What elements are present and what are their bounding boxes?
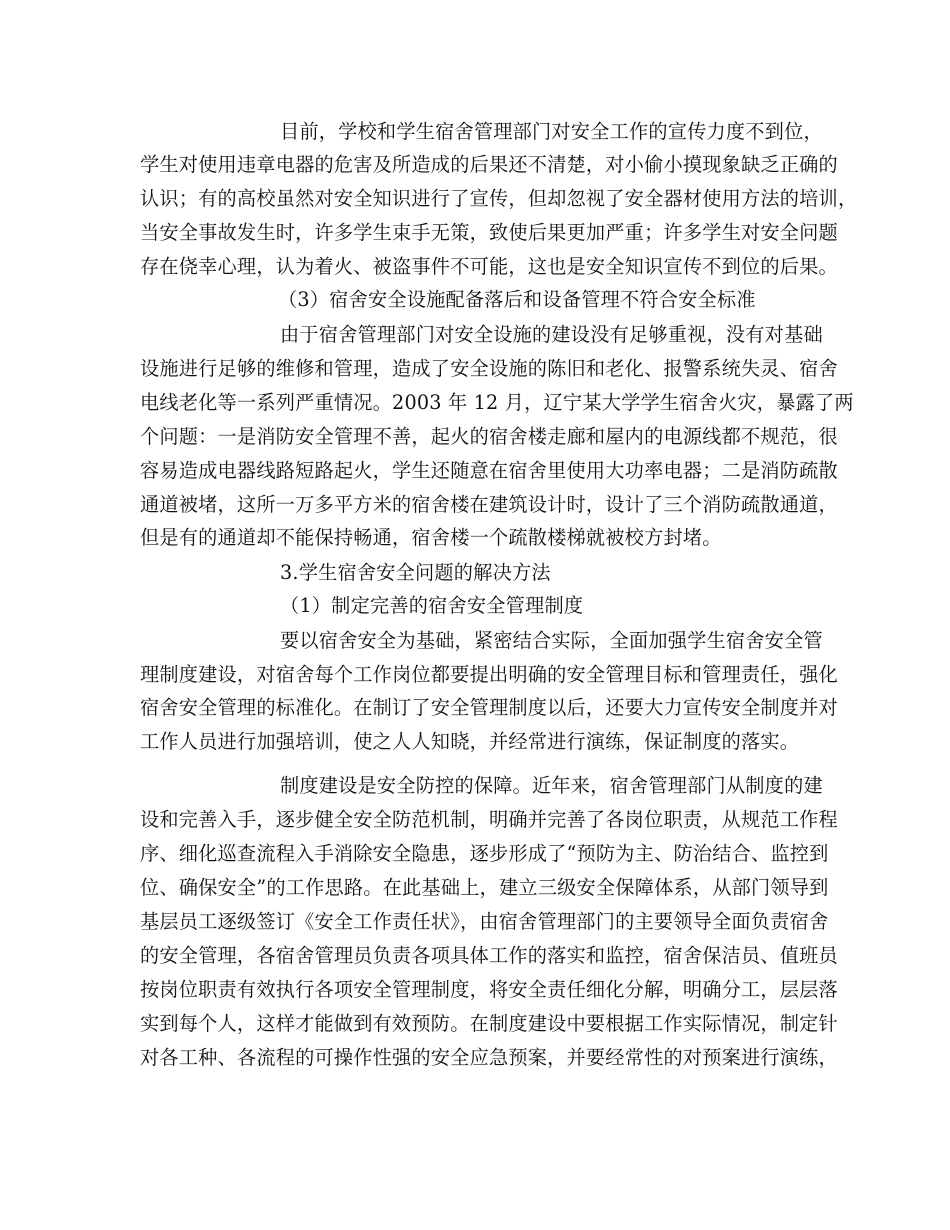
heading-text: （1）制定完善的宿舍安全管理制度 — [280, 594, 584, 617]
paragraph-line — [0, 1008, 950, 1040]
paragraph-line — [0, 421, 950, 453]
line-text: 要以宿舍安全为基础，紧密结合实际，全面加强学生宿舍安全管 — [280, 629, 823, 652]
line-text: 认识；有的高校虽然对安全知识进行了宣传，但却忽视了安全器材使用方法的培训， — [140, 187, 858, 210]
paragraph-line — [0, 1042, 950, 1074]
line-text: 当安全事故发生时，许多学生束手无策，致使后果更加严重；许多学生对安全问题 — [140, 221, 838, 244]
paragraph-line — [0, 974, 950, 1006]
paragraph-line — [0, 726, 950, 758]
paragraph-line — [0, 455, 950, 487]
paragraph-line — [0, 387, 950, 419]
paragraph-line — [0, 217, 950, 249]
line-text: 设和完善入手，逐步健全安全防范机制，明确并完善了各岗位职责，从规范工作程 — [140, 808, 838, 831]
line-text: 电线老化等一系列严重情况。2003 年 12 月，辽宁某大学学生宿舍火灾，暴露了两 — [140, 391, 854, 414]
paragraph-line — [0, 906, 950, 938]
paragraph-line — [0, 625, 950, 657]
line-text: 学生对使用违章电器的危害及所造成的后果还不清楚，对小偷小摸现象缺乏正确的 — [140, 153, 838, 176]
paragraph-line — [0, 251, 950, 283]
paragraph-line — [0, 319, 950, 351]
line-text: 由于宿舍管理部门对安全设施的建设没有足够重视，没有对基础 — [280, 323, 823, 346]
heading-text: （3）宿舍安全设施配备落后和设备管理不符合安全标准 — [278, 288, 756, 311]
paragraph-line — [0, 692, 950, 724]
line-text: 基层员工逐级签订《安全工作责任状》，由宿舍管理部门的主要领导全面负责宿舍 — [140, 910, 829, 933]
line-text: 个问题：一是消防安全管理不善，起火的宿舍楼走廊和屋内的电源线都不规范，很 — [140, 425, 838, 448]
paragraph-line — [0, 522, 950, 554]
paragraph-line — [0, 116, 950, 148]
paragraph-line — [0, 872, 950, 904]
line-text: 目前，学校和学生宿舍管理部门对安全工作的宣传力度不到位， — [280, 120, 823, 143]
line-text: 实到每个人，这样才能做到有效预防。在制度建设中要根据工作实际情况，制定针 — [140, 1012, 838, 1035]
line-text: 按岗位职责有效执行各项安全管理制度，将安全责任细化分解，明确分工，层层落 — [140, 978, 838, 1001]
line-text: 宿舍安全管理的标准化。在制订了安全管理制度以后，还要大力宣传安全制度并对 — [140, 696, 838, 719]
line-text: 对各工种、各流程的可操作性强的安全应急预案，并要经常性的对预案进行演练， — [140, 1046, 838, 1069]
section-heading — [0, 284, 950, 316]
paragraph-line — [0, 770, 950, 802]
line-text: 通道被堵，这所一万多平方米的宿舍楼在建筑设计时，设计了三个消防疏散通道， — [140, 493, 838, 516]
heading-text: 3.学生宿舍安全问题的解决方法 — [280, 561, 551, 584]
line-text: 位、确保安全”的工作思路。在此基础上，建立三级安全保障体系，从部门领导到 — [140, 876, 829, 899]
section-heading — [0, 590, 950, 622]
line-text: 制度建设是安全防控的保障。近年来，宿舍管理部门从制度的建 — [280, 774, 823, 797]
paragraph-line — [0, 489, 950, 521]
line-text: 序、细化巡查流程入手消除安全隐患，逐步形成了“预防为主、防治结合、监控到 — [140, 842, 829, 865]
paragraph-line — [0, 940, 950, 972]
section-heading — [0, 557, 950, 589]
line-text: 的安全管理，各宿舍管理员负责各项具体工作的落实和监控，宿舍保洁员、值班员 — [140, 944, 838, 967]
line-text: 容易造成电器线路短路起火，学生还随意在宿舍里使用大功率电器；二是消防疏散 — [140, 459, 838, 482]
paragraph-line — [0, 183, 950, 215]
line-text: 设施进行足够的维修和管理，造成了安全设施的陈旧和老化、报警系统失灵、宿舍 — [140, 357, 838, 380]
line-text: 理制度建设，对宿舍每个工作岗位都要提出明确的安全管理目标和管理责任，强化 — [140, 663, 838, 686]
line-text: 存在侥幸心理，认为着火、被盗事件不可能，这也是安全知识宣传不到位的后果。 — [140, 255, 838, 278]
line-text: 但是有的通道却不能保持畅通，宿舍楼一个疏散楼梯就被校方封堵。 — [140, 526, 722, 549]
paragraph-line — [0, 659, 950, 691]
paragraph-line — [0, 353, 950, 385]
line-text: 工作人员进行加强培训，使之人人知晓，并经常进行演练，保证制度的落实。 — [140, 730, 800, 753]
paragraph-line — [0, 149, 950, 181]
paragraph-line — [0, 838, 950, 870]
paragraph-line — [0, 804, 950, 836]
